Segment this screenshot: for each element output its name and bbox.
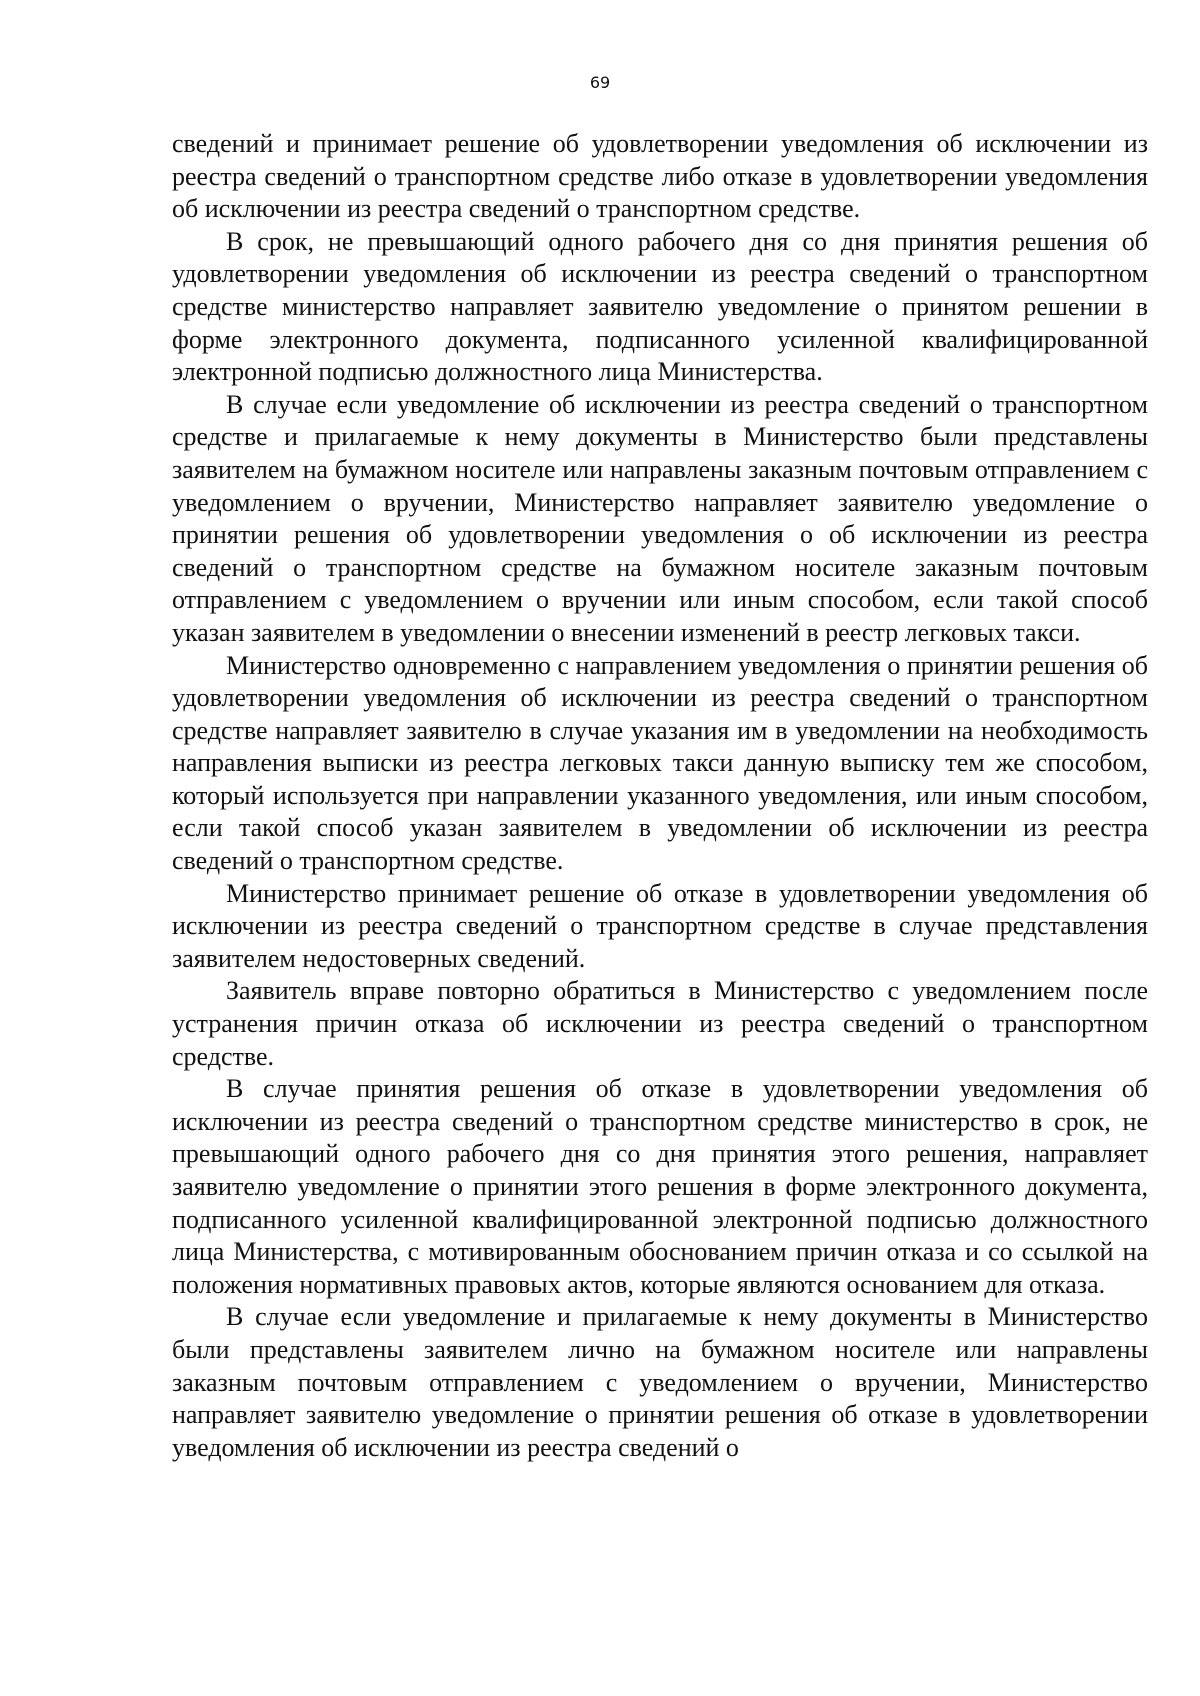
document-body (172, 128, 1148, 1464)
paragraph: В случае принятия решения об отказе в удовлетворении уведомления об исключении из реестра сведений о транспортном средстве министерство в срок, не превышающий одного рабочего дня со дня принятия этого решения, направляет заявителю уведомление о принятии этого решения в форме электронного документа, подписанного усиленной квалифицированной электронной подписью должностного лица Министерства, с мотивированным обоснованием причин отказа и со ссылкой на положения нормативных правовых актов, которые являются основанием для отказа. (172, 1074, 1148, 1299)
paragraph: Заявитель вправе повторно обратиться в Министерство с уведомлением после устранения причин отказа об исключении из реестра сведений о транспортном средстве. (172, 976, 1148, 1071)
paragraph: В случае если уведомление и прилагаемые к нему документы в Министерство были представлены заявителем лично на бумажном носителе или направлены заказным почтовым отправлением с уведомлением о вручении, Министерство направляет заявителю уведомление о принятии решения об отказе в удовлетворении уведомления об исключении из реестра сведений о (172, 1302, 1148, 1462)
paragraph-continuation: сведений и принимает решение об удовлетворении уведомления об исключении из реестра сведений о транспортном средстве либо отказе в удовлетворении уведомления об исключении из реестра сведений о транспортном средстве. (172, 129, 1148, 224)
paragraph: В срок, не превышающий одного рабочего дня со дня принятия решения об удовлетворении уведомления об исключении из реестра сведений о транспортном средстве министерство направляет заявителю уведомление о принятом решении в форме электронного документа, подписанного усиленной квалифицированной электронной подписью должностного лица Министерства. (172, 226, 1148, 387)
page-number: 69 (589, 73, 611, 92)
paragraph: Министерство одновременно с направлением уведомления о принятии решения об удовлетворении уведомления об исключении из реестра сведений о транспортном средстве направляет заявителю в случае указания им в уведомлении на необходимость направления выписки из реестра легковых такси данную выписку тем же способом, который используется при направлении указанного уведомления, или иным способом, если такой способ указан заявителем в уведомлении об исключении из реестра сведений о транспортном средстве. (172, 650, 1148, 876)
paragraph: Министерство принимает решение об отказе в удовлетворении уведомления об исключении из реестра сведений о транспортном средстве в случае представления заявителем недостоверных сведений. (172, 878, 1148, 973)
paragraph: В случае если уведомление об исключении из реестра сведений о транспортном средстве и прилагаемые к нему документы в Министерство были представлены заявителем на бумажном носителе или направлены заказным почтовым отправлением с уведомлением о вручении, Министерство направляет заявителю уведомление о принятии решения об удовлетворении уведомления о об исключении из реестра сведений о транспортном средстве на бумажном носителе заказным почтовым отправлением с уведомлением о вручении или иным способом, если такой способ указан заявителем в уведомлении о внесении изменений в реестр легковых такси. (172, 389, 1148, 647)
